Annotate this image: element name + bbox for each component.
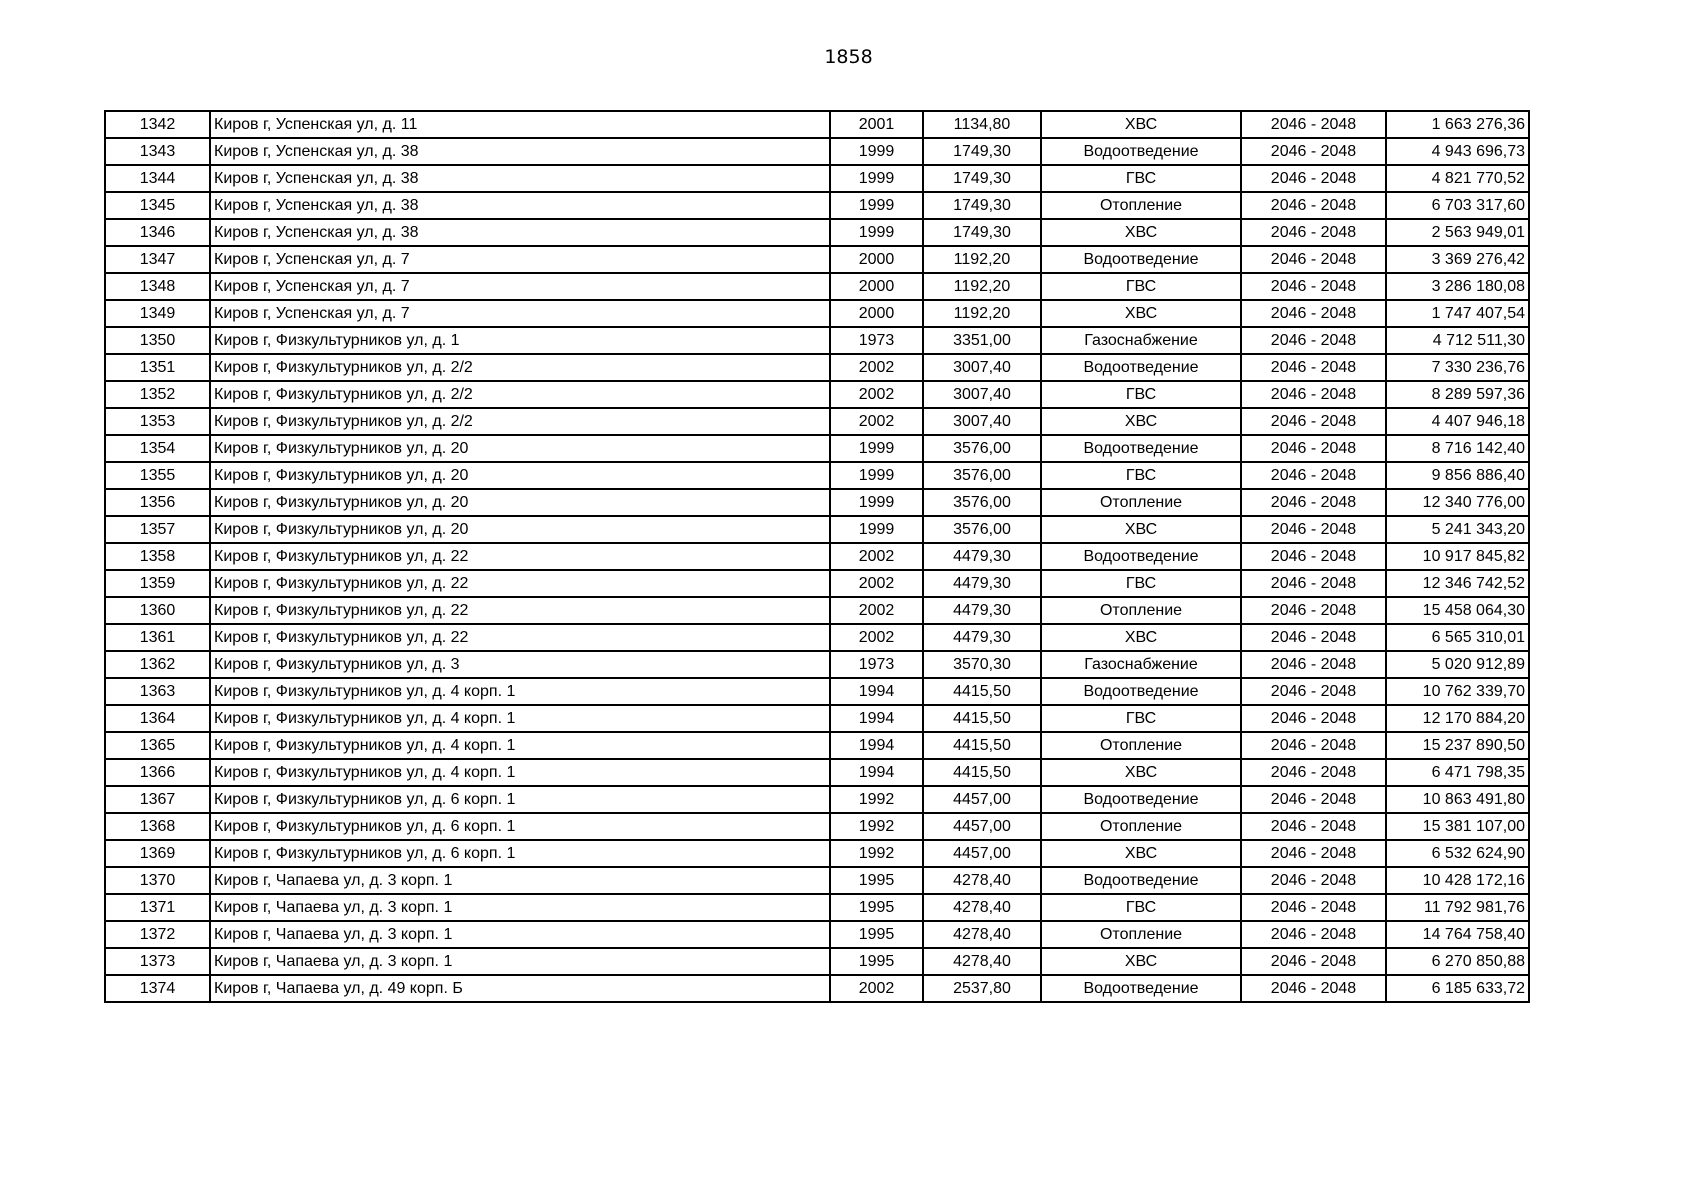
service-type-cell: ГВС bbox=[1041, 570, 1241, 597]
cost-cell: 6 703 317,60 bbox=[1386, 192, 1529, 219]
period-cell: 2046 - 2048 bbox=[1241, 867, 1386, 894]
address-cell: Киров г, Физкультурников ул, д. 22 bbox=[210, 543, 830, 570]
period-cell: 2046 - 2048 bbox=[1241, 489, 1386, 516]
row-number-cell: 1364 bbox=[105, 705, 210, 732]
year-built-cell: 1995 bbox=[830, 921, 923, 948]
table-row bbox=[105, 705, 1529, 732]
area-cell: 4278,40 bbox=[923, 921, 1041, 948]
service-type-cell: Газоснабжение bbox=[1041, 651, 1241, 678]
period-cell: 2046 - 2048 bbox=[1241, 651, 1386, 678]
service-type-cell: Водоотведение bbox=[1041, 354, 1241, 381]
area-cell: 4415,50 bbox=[923, 678, 1041, 705]
row-number-cell: 1355 bbox=[105, 462, 210, 489]
service-type-cell: ХВС bbox=[1041, 759, 1241, 786]
row-number-cell: 1349 bbox=[105, 300, 210, 327]
table-row bbox=[105, 948, 1529, 975]
row-number-cell: 1345 bbox=[105, 192, 210, 219]
address-cell: Киров г, Успенская ул, д. 38 bbox=[210, 192, 830, 219]
address-cell: Киров г, Успенская ул, д. 38 bbox=[210, 165, 830, 192]
table-row bbox=[105, 543, 1529, 570]
year-built-cell: 2002 bbox=[830, 570, 923, 597]
service-type-cell: ХВС bbox=[1041, 408, 1241, 435]
period-cell: 2046 - 2048 bbox=[1241, 678, 1386, 705]
row-number-cell: 1353 bbox=[105, 408, 210, 435]
table-row bbox=[105, 624, 1529, 651]
year-built-cell: 1973 bbox=[830, 651, 923, 678]
cost-cell: 15 458 064,30 bbox=[1386, 597, 1529, 624]
period-cell: 2046 - 2048 bbox=[1241, 300, 1386, 327]
cost-cell: 1 663 276,36 bbox=[1386, 111, 1529, 138]
area-cell: 4457,00 bbox=[923, 813, 1041, 840]
cost-cell: 6 471 798,35 bbox=[1386, 759, 1529, 786]
row-number-cell: 1365 bbox=[105, 732, 210, 759]
table-row bbox=[105, 786, 1529, 813]
period-cell: 2046 - 2048 bbox=[1241, 921, 1386, 948]
cost-cell: 10 428 172,16 bbox=[1386, 867, 1529, 894]
row-number-cell: 1374 bbox=[105, 975, 210, 1002]
table-row bbox=[105, 516, 1529, 543]
service-type-cell: ГВС bbox=[1041, 165, 1241, 192]
cost-cell: 15 237 890,50 bbox=[1386, 732, 1529, 759]
table-row bbox=[105, 489, 1529, 516]
table-row bbox=[105, 192, 1529, 219]
year-built-cell: 2002 bbox=[830, 408, 923, 435]
service-type-cell: ХВС bbox=[1041, 516, 1241, 543]
table-row bbox=[105, 678, 1529, 705]
year-built-cell: 1999 bbox=[830, 219, 923, 246]
service-type-cell: Отопление bbox=[1041, 921, 1241, 948]
address-cell: Киров г, Физкультурников ул, д. 20 bbox=[210, 489, 830, 516]
service-type-cell: ХВС bbox=[1041, 111, 1241, 138]
table-row bbox=[105, 138, 1529, 165]
address-cell: Киров г, Физкультурников ул, д. 22 bbox=[210, 597, 830, 624]
table-row bbox=[105, 732, 1529, 759]
service-type-cell: Водоотведение bbox=[1041, 678, 1241, 705]
row-number-cell: 1367 bbox=[105, 786, 210, 813]
year-built-cell: 2002 bbox=[830, 624, 923, 651]
year-built-cell: 1999 bbox=[830, 462, 923, 489]
cost-cell: 4 821 770,52 bbox=[1386, 165, 1529, 192]
year-built-cell: 2002 bbox=[830, 381, 923, 408]
table-row bbox=[105, 867, 1529, 894]
cost-cell: 10 917 845,82 bbox=[1386, 543, 1529, 570]
area-cell: 3007,40 bbox=[923, 354, 1041, 381]
period-cell: 2046 - 2048 bbox=[1241, 192, 1386, 219]
table-row bbox=[105, 840, 1529, 867]
service-type-cell: ХВС bbox=[1041, 300, 1241, 327]
table-row bbox=[105, 273, 1529, 300]
cost-cell: 6 532 624,90 bbox=[1386, 840, 1529, 867]
year-built-cell: 2000 bbox=[830, 246, 923, 273]
service-type-cell: Водоотведение bbox=[1041, 138, 1241, 165]
row-number-cell: 1361 bbox=[105, 624, 210, 651]
period-cell: 2046 - 2048 bbox=[1241, 732, 1386, 759]
area-cell: 3576,00 bbox=[923, 435, 1041, 462]
row-number-cell: 1356 bbox=[105, 489, 210, 516]
service-type-cell: Отопление bbox=[1041, 597, 1241, 624]
area-cell: 4457,00 bbox=[923, 840, 1041, 867]
address-cell: Киров г, Успенская ул, д. 7 bbox=[210, 300, 830, 327]
cost-cell: 3 369 276,42 bbox=[1386, 246, 1529, 273]
cost-cell: 4 943 696,73 bbox=[1386, 138, 1529, 165]
row-number-cell: 1363 bbox=[105, 678, 210, 705]
cost-cell: 6 565 310,01 bbox=[1386, 624, 1529, 651]
table-row bbox=[105, 921, 1529, 948]
year-built-cell: 1995 bbox=[830, 894, 923, 921]
service-type-cell: ХВС bbox=[1041, 624, 1241, 651]
address-cell: Киров г, Физкультурников ул, д. 20 bbox=[210, 516, 830, 543]
area-cell: 1192,20 bbox=[923, 300, 1041, 327]
cost-cell: 8 716 142,40 bbox=[1386, 435, 1529, 462]
address-cell: Киров г, Успенская ул, д. 38 bbox=[210, 138, 830, 165]
year-built-cell: 1999 bbox=[830, 192, 923, 219]
period-cell: 2046 - 2048 bbox=[1241, 138, 1386, 165]
area-cell: 4479,30 bbox=[923, 570, 1041, 597]
service-type-cell: Водоотведение bbox=[1041, 435, 1241, 462]
row-number-cell: 1362 bbox=[105, 651, 210, 678]
service-type-cell: ГВС bbox=[1041, 381, 1241, 408]
address-cell: Киров г, Физкультурников ул, д. 22 bbox=[210, 624, 830, 651]
year-built-cell: 1994 bbox=[830, 705, 923, 732]
area-cell: 3576,00 bbox=[923, 489, 1041, 516]
area-cell: 3576,00 bbox=[923, 516, 1041, 543]
area-cell: 1192,20 bbox=[923, 246, 1041, 273]
cost-cell: 12 170 884,20 bbox=[1386, 705, 1529, 732]
table-row bbox=[105, 327, 1529, 354]
service-type-cell: Водоотведение bbox=[1041, 543, 1241, 570]
row-number-cell: 1346 bbox=[105, 219, 210, 246]
address-cell: Киров г, Физкультурников ул, д. 6 корп. 1 bbox=[210, 813, 830, 840]
area-cell: 3351,00 bbox=[923, 327, 1041, 354]
service-type-cell: ГВС bbox=[1041, 273, 1241, 300]
service-type-cell: Водоотведение bbox=[1041, 975, 1241, 1002]
row-number-cell: 1358 bbox=[105, 543, 210, 570]
area-cell: 4415,50 bbox=[923, 705, 1041, 732]
address-cell: Киров г, Физкультурников ул, д. 20 bbox=[210, 435, 830, 462]
table-row bbox=[105, 651, 1529, 678]
table-row bbox=[105, 111, 1529, 138]
row-number-cell: 1342 bbox=[105, 111, 210, 138]
period-cell: 2046 - 2048 bbox=[1241, 786, 1386, 813]
row-number-cell: 1350 bbox=[105, 327, 210, 354]
address-cell: Киров г, Чапаева ул, д. 3 корп. 1 bbox=[210, 867, 830, 894]
cost-cell: 15 381 107,00 bbox=[1386, 813, 1529, 840]
address-cell: Киров г, Успенская ул, д. 11 bbox=[210, 111, 830, 138]
table-row bbox=[105, 759, 1529, 786]
area-cell: 4278,40 bbox=[923, 948, 1041, 975]
table-row bbox=[105, 165, 1529, 192]
year-built-cell: 1999 bbox=[830, 165, 923, 192]
row-number-cell: 1366 bbox=[105, 759, 210, 786]
address-cell: Киров г, Физкультурников ул, д. 4 корп. 1 bbox=[210, 678, 830, 705]
address-cell: Киров г, Физкультурников ул, д. 4 корп. 1 bbox=[210, 759, 830, 786]
row-number-cell: 1372 bbox=[105, 921, 210, 948]
year-built-cell: 1999 bbox=[830, 489, 923, 516]
table-row bbox=[105, 813, 1529, 840]
period-cell: 2046 - 2048 bbox=[1241, 219, 1386, 246]
area-cell: 3570,30 bbox=[923, 651, 1041, 678]
area-cell: 1134,80 bbox=[923, 111, 1041, 138]
period-cell: 2046 - 2048 bbox=[1241, 813, 1386, 840]
address-cell: Киров г, Чапаева ул, д. 3 корп. 1 bbox=[210, 894, 830, 921]
cost-cell: 10 863 491,80 bbox=[1386, 786, 1529, 813]
address-cell: Киров г, Физкультурников ул, д. 1 bbox=[210, 327, 830, 354]
address-cell: Киров г, Физкультурников ул, д. 3 bbox=[210, 651, 830, 678]
cost-cell: 5 241 343,20 bbox=[1386, 516, 1529, 543]
address-cell: Киров г, Чапаева ул, д. 49 корп. Б bbox=[210, 975, 830, 1002]
year-built-cell: 1992 bbox=[830, 786, 923, 813]
service-type-cell: ГВС bbox=[1041, 462, 1241, 489]
address-cell: Киров г, Физкультурников ул, д. 4 корп. 1 bbox=[210, 705, 830, 732]
area-cell: 1192,20 bbox=[923, 273, 1041, 300]
period-cell: 2046 - 2048 bbox=[1241, 516, 1386, 543]
address-cell: Киров г, Успенская ул, д. 38 bbox=[210, 219, 830, 246]
period-cell: 2046 - 2048 bbox=[1241, 246, 1386, 273]
year-built-cell: 2002 bbox=[830, 975, 923, 1002]
cost-cell: 11 792 981,76 bbox=[1386, 894, 1529, 921]
area-cell: 4479,30 bbox=[923, 543, 1041, 570]
address-cell: Киров г, Физкультурников ул, д. 2/2 bbox=[210, 408, 830, 435]
table-row bbox=[105, 975, 1529, 1002]
row-number-cell: 1344 bbox=[105, 165, 210, 192]
cost-cell: 9 856 886,40 bbox=[1386, 462, 1529, 489]
service-type-cell: Отопление bbox=[1041, 489, 1241, 516]
repair-register-table bbox=[104, 110, 1530, 1003]
table-row bbox=[105, 894, 1529, 921]
year-built-cell: 1995 bbox=[830, 867, 923, 894]
service-type-cell: Газоснабжение bbox=[1041, 327, 1241, 354]
period-cell: 2046 - 2048 bbox=[1241, 759, 1386, 786]
table-row bbox=[105, 354, 1529, 381]
area-cell: 1749,30 bbox=[923, 138, 1041, 165]
row-number-cell: 1360 bbox=[105, 597, 210, 624]
area-cell: 1749,30 bbox=[923, 165, 1041, 192]
area-cell: 1749,30 bbox=[923, 219, 1041, 246]
area-cell: 4278,40 bbox=[923, 867, 1041, 894]
cost-cell: 10 762 339,70 bbox=[1386, 678, 1529, 705]
cost-cell: 5 020 912,89 bbox=[1386, 651, 1529, 678]
table-row bbox=[105, 381, 1529, 408]
service-type-cell: Водоотведение bbox=[1041, 246, 1241, 273]
cost-cell: 3 286 180,08 bbox=[1386, 273, 1529, 300]
row-number-cell: 1371 bbox=[105, 894, 210, 921]
cost-cell: 14 764 758,40 bbox=[1386, 921, 1529, 948]
service-type-cell: Отопление bbox=[1041, 192, 1241, 219]
area-cell: 2537,80 bbox=[923, 975, 1041, 1002]
address-cell: Киров г, Чапаева ул, д. 3 корп. 1 bbox=[210, 921, 830, 948]
cost-cell: 6 185 633,72 bbox=[1386, 975, 1529, 1002]
cost-cell: 1 747 407,54 bbox=[1386, 300, 1529, 327]
address-cell: Киров г, Успенская ул, д. 7 bbox=[210, 246, 830, 273]
period-cell: 2046 - 2048 bbox=[1241, 381, 1386, 408]
row-number-cell: 1351 bbox=[105, 354, 210, 381]
row-number-cell: 1354 bbox=[105, 435, 210, 462]
address-cell: Киров г, Физкультурников ул, д. 6 корп. 1 bbox=[210, 840, 830, 867]
cost-cell: 12 346 742,52 bbox=[1386, 570, 1529, 597]
area-cell: 4479,30 bbox=[923, 624, 1041, 651]
service-type-cell: ГВС bbox=[1041, 894, 1241, 921]
year-built-cell: 1995 bbox=[830, 948, 923, 975]
address-cell: Киров г, Физкультурников ул, д. 22 bbox=[210, 570, 830, 597]
year-built-cell: 1992 bbox=[830, 840, 923, 867]
period-cell: 2046 - 2048 bbox=[1241, 948, 1386, 975]
service-type-cell: ГВС bbox=[1041, 705, 1241, 732]
table-row bbox=[105, 597, 1529, 624]
period-cell: 2046 - 2048 bbox=[1241, 165, 1386, 192]
address-cell: Киров г, Чапаева ул, д. 3 корп. 1 bbox=[210, 948, 830, 975]
table-row bbox=[105, 300, 1529, 327]
service-type-cell: ХВС bbox=[1041, 840, 1241, 867]
row-number-cell: 1352 bbox=[105, 381, 210, 408]
year-built-cell: 2002 bbox=[830, 354, 923, 381]
year-built-cell: 1973 bbox=[830, 327, 923, 354]
cost-cell: 12 340 776,00 bbox=[1386, 489, 1529, 516]
service-type-cell: ХВС bbox=[1041, 948, 1241, 975]
period-cell: 2046 - 2048 bbox=[1241, 462, 1386, 489]
year-built-cell: 2002 bbox=[830, 543, 923, 570]
row-number-cell: 1348 bbox=[105, 273, 210, 300]
table-row bbox=[105, 408, 1529, 435]
year-built-cell: 1994 bbox=[830, 678, 923, 705]
address-cell: Киров г, Физкультурников ул, д. 4 корп. 1 bbox=[210, 732, 830, 759]
row-number-cell: 1373 bbox=[105, 948, 210, 975]
year-built-cell: 1999 bbox=[830, 435, 923, 462]
period-cell: 2046 - 2048 bbox=[1241, 624, 1386, 651]
area-cell: 4415,50 bbox=[923, 732, 1041, 759]
address-cell: Киров г, Физкультурников ул, д. 2/2 bbox=[210, 381, 830, 408]
table-row bbox=[105, 570, 1529, 597]
period-cell: 2046 - 2048 bbox=[1241, 570, 1386, 597]
period-cell: 2046 - 2048 bbox=[1241, 354, 1386, 381]
table-body bbox=[105, 111, 1529, 1002]
period-cell: 2046 - 2048 bbox=[1241, 840, 1386, 867]
service-type-cell: Водоотведение bbox=[1041, 867, 1241, 894]
period-cell: 2046 - 2048 bbox=[1241, 975, 1386, 1002]
period-cell: 2046 - 2048 bbox=[1241, 894, 1386, 921]
service-type-cell: ХВС bbox=[1041, 219, 1241, 246]
cost-cell: 4 712 511,30 bbox=[1386, 327, 1529, 354]
year-built-cell: 2000 bbox=[830, 300, 923, 327]
year-built-cell: 1999 bbox=[830, 138, 923, 165]
row-number-cell: 1343 bbox=[105, 138, 210, 165]
row-number-cell: 1347 bbox=[105, 246, 210, 273]
period-cell: 2046 - 2048 bbox=[1241, 435, 1386, 462]
service-type-cell: Водоотведение bbox=[1041, 786, 1241, 813]
table-row bbox=[105, 219, 1529, 246]
year-built-cell: 2001 bbox=[830, 111, 923, 138]
area-cell: 4457,00 bbox=[923, 786, 1041, 813]
cost-cell: 6 270 850,88 bbox=[1386, 948, 1529, 975]
year-built-cell: 1999 bbox=[830, 516, 923, 543]
area-cell: 3576,00 bbox=[923, 462, 1041, 489]
year-built-cell: 2000 bbox=[830, 273, 923, 300]
period-cell: 2046 - 2048 bbox=[1241, 597, 1386, 624]
table-row bbox=[105, 462, 1529, 489]
area-cell: 4278,40 bbox=[923, 894, 1041, 921]
address-cell: Киров г, Успенская ул, д. 7 bbox=[210, 273, 830, 300]
area-cell: 1749,30 bbox=[923, 192, 1041, 219]
cost-cell: 2 563 949,01 bbox=[1386, 219, 1529, 246]
row-number-cell: 1357 bbox=[105, 516, 210, 543]
period-cell: 2046 - 2048 bbox=[1241, 327, 1386, 354]
address-cell: Киров г, Физкультурников ул, д. 2/2 bbox=[210, 354, 830, 381]
period-cell: 2046 - 2048 bbox=[1241, 543, 1386, 570]
address-cell: Киров г, Физкультурников ул, д. 6 корп. 1 bbox=[210, 786, 830, 813]
cost-cell: 4 407 946,18 bbox=[1386, 408, 1529, 435]
period-cell: 2046 - 2048 bbox=[1241, 705, 1386, 732]
row-number-cell: 1359 bbox=[105, 570, 210, 597]
row-number-cell: 1368 bbox=[105, 813, 210, 840]
area-cell: 3007,40 bbox=[923, 381, 1041, 408]
area-cell: 3007,40 bbox=[923, 408, 1041, 435]
page-number: 1858 bbox=[824, 46, 873, 68]
year-built-cell: 1994 bbox=[830, 732, 923, 759]
cost-cell: 7 330 236,76 bbox=[1386, 354, 1529, 381]
year-built-cell: 1992 bbox=[830, 813, 923, 840]
address-cell: Киров г, Физкультурников ул, д. 20 bbox=[210, 462, 830, 489]
table-row bbox=[105, 246, 1529, 273]
period-cell: 2046 - 2048 bbox=[1241, 111, 1386, 138]
row-number-cell: 1370 bbox=[105, 867, 210, 894]
year-built-cell: 2002 bbox=[830, 597, 923, 624]
period-cell: 2046 - 2048 bbox=[1241, 408, 1386, 435]
service-type-cell: Отопление bbox=[1041, 813, 1241, 840]
period-cell: 2046 - 2048 bbox=[1241, 273, 1386, 300]
table-row bbox=[105, 435, 1529, 462]
year-built-cell: 1994 bbox=[830, 759, 923, 786]
area-cell: 4415,50 bbox=[923, 759, 1041, 786]
area-cell: 4479,30 bbox=[923, 597, 1041, 624]
service-type-cell: Отопление bbox=[1041, 732, 1241, 759]
cost-cell: 8 289 597,36 bbox=[1386, 381, 1529, 408]
row-number-cell: 1369 bbox=[105, 840, 210, 867]
